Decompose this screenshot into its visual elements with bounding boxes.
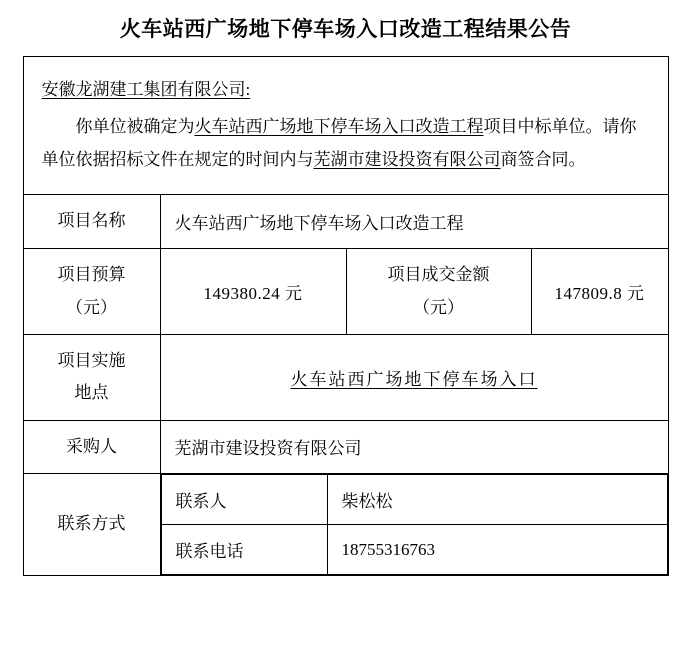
deal-amount-label-line1: 项目成交金额 bbox=[387, 265, 490, 285]
budget-label-line1: 项目预算 bbox=[57, 265, 126, 285]
budget-value: 149380.24 元 bbox=[160, 249, 346, 335]
table-row-project-name bbox=[23, 195, 668, 249]
body-text-2: 项目中标单位。请你单位依据招标文件在规定的时间内与 bbox=[41, 117, 637, 170]
contact-person-row bbox=[161, 475, 667, 525]
body-company-name: 芜湖市建设投资有限公司 bbox=[313, 150, 501, 170]
announcement-body-cell bbox=[23, 57, 668, 195]
site-value-cell bbox=[160, 334, 668, 420]
table-row-purchaser bbox=[23, 420, 668, 474]
project-name-label: 项目名称 bbox=[23, 195, 160, 249]
contact-label: 联系方式 bbox=[23, 474, 160, 576]
recipient-line bbox=[42, 73, 650, 106]
project-name-value: 火车站西广场地下停车场入口改造工程 bbox=[160, 195, 668, 249]
table-row-budget bbox=[23, 249, 668, 335]
body-project-name-cont: 程 bbox=[466, 117, 484, 137]
site-value: 火车站西广场地下停车场入口 bbox=[290, 369, 538, 389]
body-project-name: 火车站西广场地下停车场入口改造工 bbox=[194, 117, 467, 137]
page-title: 火车站西广场地下停车场入口改造工程结果公告 bbox=[119, 18, 572, 41]
budget-label bbox=[23, 249, 160, 335]
table-row-contact bbox=[23, 474, 668, 576]
body-text-1: 你单位被确定为 bbox=[75, 117, 195, 137]
recipient-name: 安徽龙湖建工集团有限公司: bbox=[41, 80, 251, 99]
body-text-3: 商签合同。 bbox=[500, 150, 586, 170]
contact-phone-label: 联系电话 bbox=[161, 525, 327, 575]
deal-amount-value: 147809.8 元 bbox=[531, 249, 668, 335]
site-label bbox=[23, 334, 160, 420]
purchaser-value: 芜湖市建设投资有限公司 bbox=[160, 420, 668, 474]
budget-label-line2: （元） bbox=[66, 297, 117, 317]
contact-phone-row bbox=[161, 525, 667, 575]
contact-person-label: 联系人 bbox=[161, 475, 327, 525]
deal-amount-label-line2: （元） bbox=[413, 297, 464, 317]
purchaser-label: 采购人 bbox=[23, 420, 160, 474]
announcement-table bbox=[23, 56, 669, 576]
body-paragraph bbox=[42, 110, 650, 176]
site-label-line1: 项目实施 bbox=[57, 350, 126, 370]
site-label-line2: 地点 bbox=[74, 383, 109, 403]
deal-amount-label bbox=[346, 249, 531, 335]
contact-details-cell bbox=[160, 474, 668, 576]
contact-details-table bbox=[161, 474, 668, 575]
contact-phone-value: 18755316763 bbox=[327, 525, 667, 575]
contact-person-value: 柴松松 bbox=[327, 475, 667, 525]
table-row-site bbox=[23, 334, 668, 420]
table-row-body bbox=[23, 57, 668, 195]
